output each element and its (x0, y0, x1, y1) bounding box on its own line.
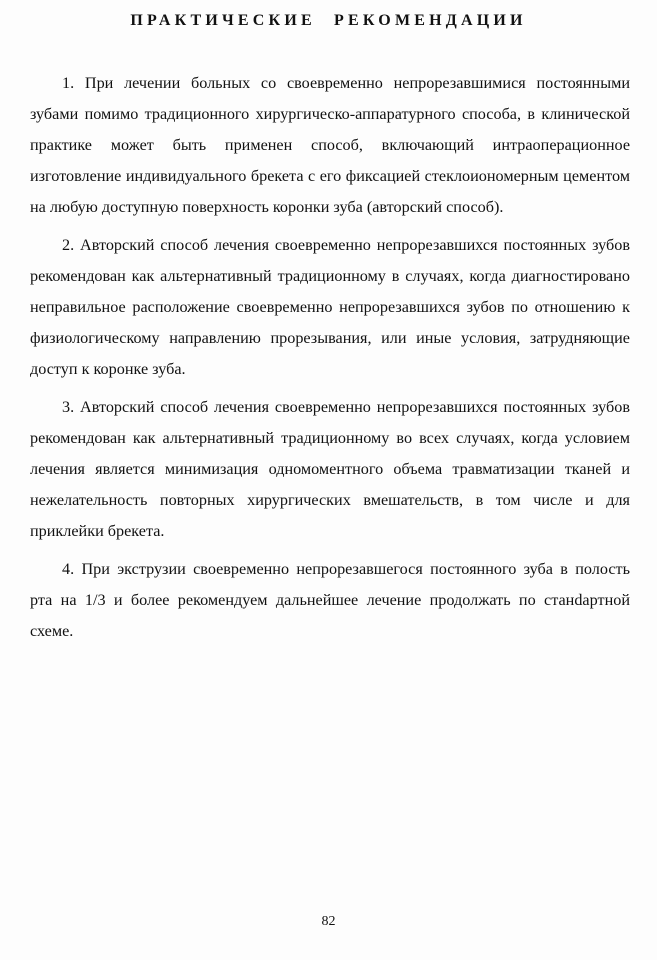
recommendation-paragraph-2: 2. Авторский способ лечения своевременно непрорезавшихся постоянных зубов рекомендован как альтернативный традиционному в случаях, когда диагностировано неправильное расположение своевременно непрорезавшихся зубов по отношению к физиологическому направлению прорезывания, или иные условия, затрудняющие доступ к коронке зуба. (30, 236, 630, 378)
page-number: 82 (321, 914, 336, 929)
recommendation-paragraph-1: 1. При лечении больных со своевременно непрорезавшимися постоянными зубами помимо традиционного хирургическо-аппаратурного способа, в клинической практике может быть применен способ, включающий интраоперационное изготовление индивидуального брекета с его фиксацией стеклоиономерным цементом на любую доступную поверхность коронки зуба (авторский способ). (30, 74, 630, 216)
recommendation-paragraph-3: 3. Авторский способ лечения своевременно непрорезавшихся постоянных зубов рекомендован как альтернативный традиционному во всех случаях, когда условием лечения является минимизация одномоментного объема травматизации тканей и нежелательность повторных хирургических вмешательств, в том числе и для приклейки брекета. (30, 398, 630, 540)
recommendation-paragraph-4: 4. При экструзии своевременно непрорезавшегося постоянного зуба в полость рта на 1/3 и более рекомендуем дальнейшее лечение продолжать по станdартной схеме. (30, 560, 630, 640)
recommendations-body (30, 68, 630, 654)
page-heading: ПРАКТИЧЕСКИЕ РЕКОМЕНДАЦИИ (130, 12, 527, 29)
